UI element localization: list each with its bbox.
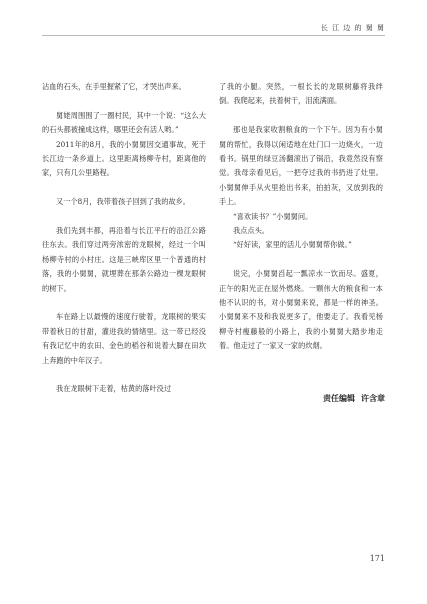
paragraph: 说完，小舅舅舀起一瓢凉水一饮而尽。盛夏，正午的阳光正在屋外燃烧。一颗伟大的粮食和一本他不认识的书，对小舅舅来说，都是一样的神圣。小舅舅来不及和我说更多了，他要走了。我看见杨柳寺村瘦藤般的小路上，我的小舅舅大踏步地走着。他走过了一家又一家的炊烟。	[219, 269, 383, 351]
left-column	[42, 80, 206, 411]
paragraph: 那也是我家收割粮食的一个下午。因为有小舅舅的帮忙，我得以闲适地在灶门口一边烧火，一边看书。锅里的绿豆汤翻滚出了锅沿，我竟然没有察觉。我母亲看见后，一把夺过我的书扔进了灶里。小舅舅伸手从火里抢出书来，拍拍灰，又放到我的手上。	[219, 125, 383, 207]
editor-label: 责任编辑	[323, 394, 355, 403]
paragraph: 又一个8月，我带着孩子回到了我的故乡。	[56, 197, 190, 207]
header-rule	[42, 35, 385, 36]
paragraph: 舅姥周围围了一圈村民，其中一个说：“这么大的石头都被撞成这样，哪里还会有活人哟。”	[42, 110, 206, 135]
page-number: 171	[369, 554, 385, 563]
paragraph: 车在路上以最慢的速度行驶着，龙眼树的果实带着秋日的甘甜，灌进我的情绪里。这一带已经没有我记忆中的农田、金色的稻谷和说着大脚在田坎上奔跑的中年汉子。	[42, 312, 206, 365]
paragraph: 沾血的石头，在手里握紧了它，才哭出声来。	[42, 82, 186, 91]
paragraph: 我在龙眼树下走着，枯黄的落叶没过	[56, 384, 172, 394]
page-header	[0, 0, 427, 30]
paragraph: “好好读，家里的活儿小舅舅帮你做。”	[233, 240, 352, 250]
running-title: 长 江 边 的 舅 舅	[320, 24, 385, 32]
paragraph: 我点点头。	[233, 226, 269, 236]
paragraph: “喜欢读书？”小舅舅问。	[233, 211, 313, 221]
paragraph: 我们先到丰都，再沿着与长江平行的沿江公路往东去。我们穿过两旁浓密的龙眼树，经过一个叫杨柳寺村的小村庄。这是三峡库区里一个普通的村落，我的小舅舅，就埋葬在那条公路边一棵龙眼树的树下。	[42, 226, 206, 293]
right-column	[219, 80, 383, 368]
editor-name: 许含章	[361, 394, 385, 403]
paragraph: 了我的小腿。突然，一根长长的龙眼树藤将我绊倒。我爬起来，扶着树干，泪流满面。	[219, 82, 383, 106]
editor-credit	[317, 393, 385, 404]
paragraph: 2011年的8月，我的小舅舅因交通事故，死于长江边一条乡道上。这里距离杨柳寺村，距离他的家，只有几公里路程。	[42, 139, 206, 178]
